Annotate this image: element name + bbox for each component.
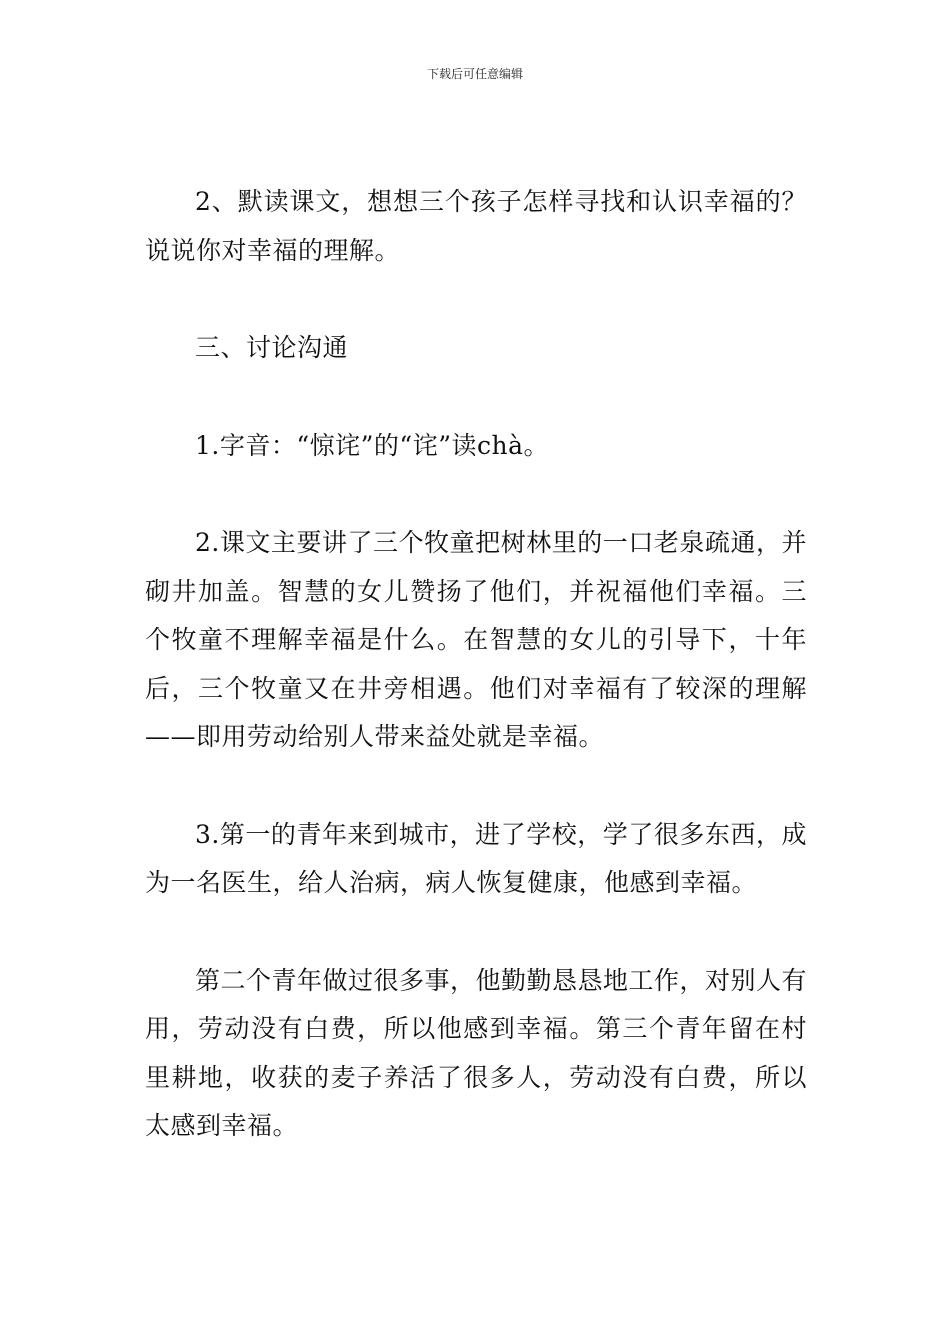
paragraph-gap [145, 275, 807, 324]
paragraph-second-third-youth: 第二个青年做过很多事，他勤勤恳恳地工作，对别人有用，劳动没有白费，所以他感到幸福。第三个青年留在村里耕地，收获的麦子养活了很多人，劳动没有白费，所以太感到幸福。 [145, 965, 808, 1140]
paragraph-gap [145, 470, 807, 519]
paragraph-first-youth: 3.第一的青年来到城市，进了学校，学了很多东西，成为一名医生，给人治病，病人恢复健康，他感到幸福。 [145, 819, 807, 897]
document-body [145, 178, 807, 1151]
paragraph-question-2: 2、默读课文，想想三个孩子怎样寻找和认识幸福的？说说你对幸福的理解。 [145, 187, 807, 265]
paragraph-gap [145, 762, 807, 811]
section-heading-discussion: 三、讨论沟通 [195, 333, 349, 362]
paragraph-summary: 2.课文主要讲了三个牧童把树林里的一口老泉疏通，并砌井加盖。智慧的女儿赞扬了他们，并祝福他们幸福。三个牧童不理解幸福是什么。在智慧的女儿的引导下，十年后，三个牧童又在井旁相遇。他们对幸福有了较深的理解——即用劳动给别人带来益处就是幸福。 [145, 528, 807, 751]
paragraph-gap [145, 373, 807, 422]
paragraph-pronunciation: 1.字音：“惊诧”的“诧”读chà。 [195, 430, 549, 460]
paragraph-gap [145, 908, 807, 957]
page-header-note: 下载后可任意编辑 [426, 67, 523, 81]
